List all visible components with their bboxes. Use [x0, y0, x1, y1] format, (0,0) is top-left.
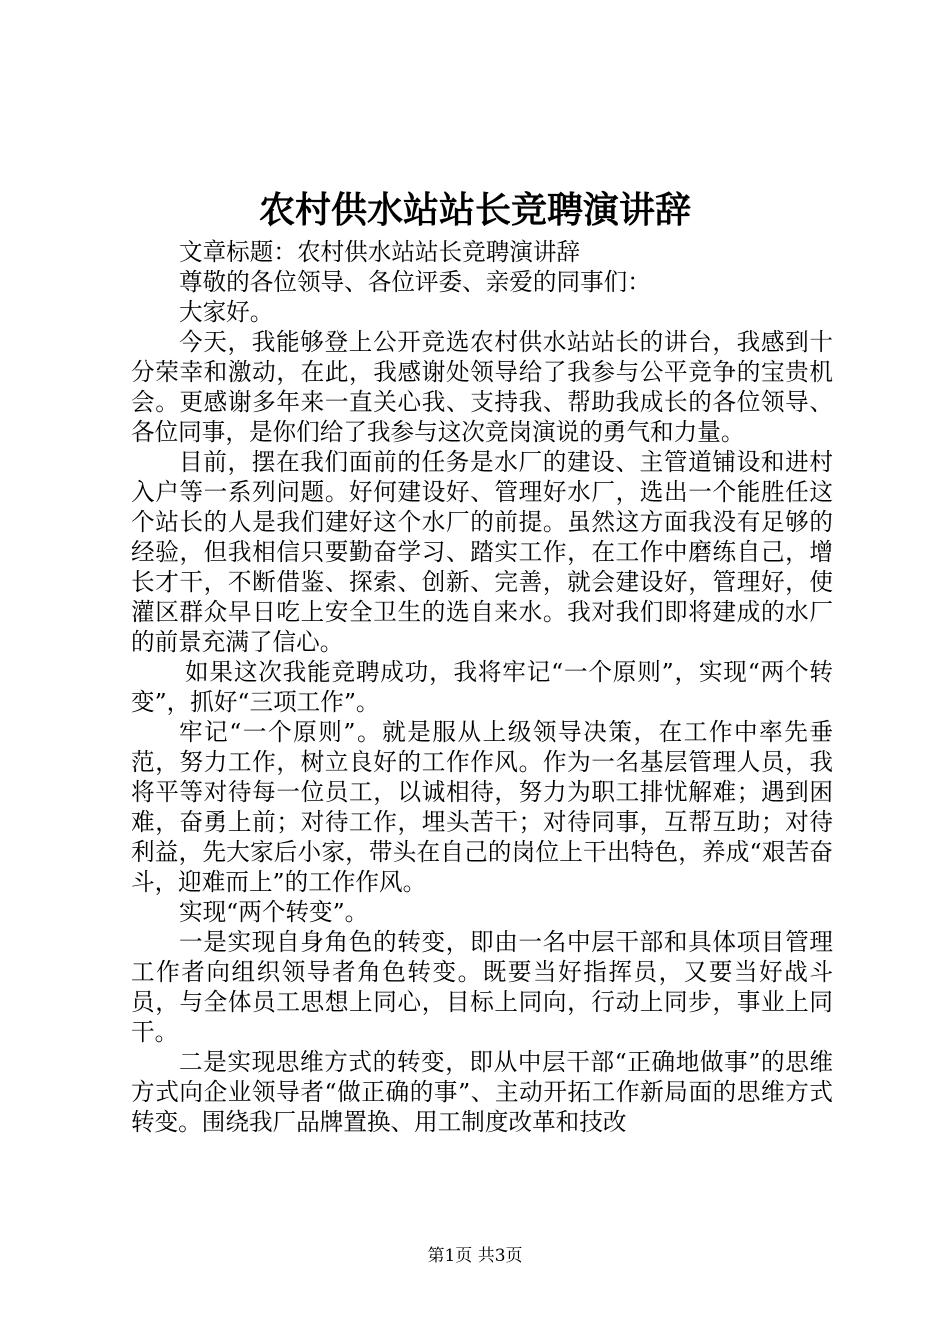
paragraph-one-principle: 牢记“一个原则”。就是服从上级领导决策，在工作中率先垂范，努力工作，树立良好的工作作风。作为一名基层管理人员，我将平等对待每一位员工，以诚相待，努力为职工排忧解难；遇到困难，奋勇上前；对待工作，埋头苦干；对待同事，互帮互助；对待利益，先大家后小家，带头在自己的岗位上干出特色，养成“艰苦奋斗，迎难而上”的工作作风。: [131, 718, 833, 896]
paragraph-salutation: 尊敬的各位领导、各位评委、亲爱的同事们：: [179, 268, 651, 296]
paragraph-current-tasks: 目前，摆在我们面前的任务是水厂的建设、主管道铺设和进村入户等一系列问题。好何建设好、管理好水厂，选出一个能胜任这个站长的人是我们建好这个水厂的前提。虽然这方面我没有足够的经验，但我相信只要勤奋学习、踏实工作，在工作中磨练自己，增长才干，不断借鉴、探索、创新、完善，就会建设好，管理好，使灌区群众早日吃上安全卫生的选自来水。我对我们即将建成的水厂的前景充满了信心。: [131, 448, 833, 656]
paragraph-two-changes-heading: 实现“两个转变”。: [179, 898, 369, 926]
document-body: [131, 237, 833, 1137]
paragraph-first-change: 一是实现自身角色的转变，即由一名中层干部和具体项目管理工作者向组织领导者角色转变。既要当好指挥员，又要当好战斗员，与全体员工思想上同心，目标上同向，行动上同步，事业上同干。: [131, 928, 833, 1046]
paragraph-second-change: 二是实现思维方式的转变，即从中层干部“正确地做事”的思维方式向企业领导者“做正确的事”、主动开拓工作新局面的思维方式转变。围绕我厂品牌置换、用工制度改革和技改: [131, 1048, 833, 1136]
document-title: 农村供水站站长竞聘演讲辞: [258, 189, 691, 231]
paragraph-commitments: 如果这次我能竞聘成功，我将牢记“一个原则”，实现“两个转变”，抓好“三项工作”。: [131, 658, 833, 716]
paragraph-greeting: 大家好。: [179, 298, 274, 326]
paragraph-opening: 今天，我能够登上公开竞选农村供水站站长的讲台，我感到十分荣幸和激动，在此，我感谢处领导给了我参与公平竞争的宝贵机会。更感谢多年来一直关心我、支持我、帮助我成长的各位领导、各位同事，是你们给了我参与这次竞岗演说的勇气和力量。: [131, 328, 833, 446]
paragraph-article-title: 文章标题：农村供水站站长竞聘演讲辞: [179, 238, 581, 266]
page-footer: 第1页 共3页: [427, 1246, 523, 1266]
